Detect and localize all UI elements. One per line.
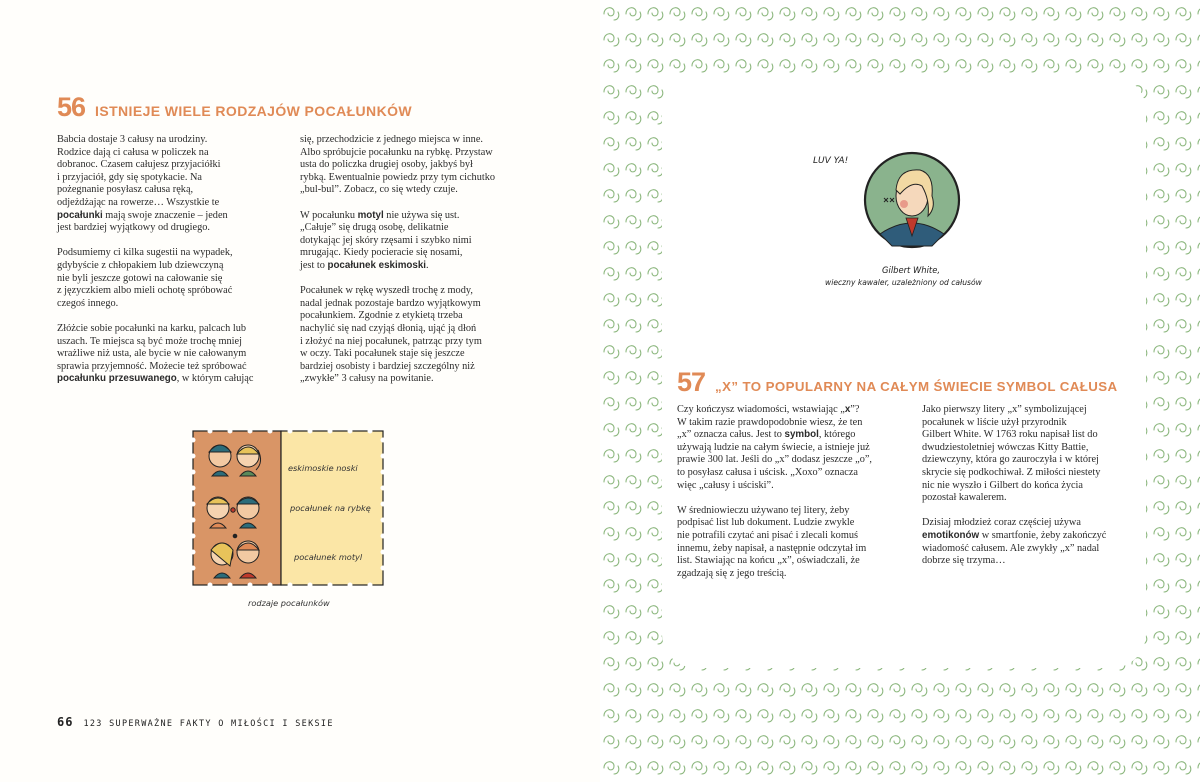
line: używają ludzie na całym świecie, a istnieje już — [677, 441, 870, 453]
section-number: 57 — [677, 367, 706, 397]
line: czegoś innego. — [57, 297, 119, 309]
line: w smartfonie, żeby zakończyć — [979, 529, 1107, 541]
line: jest to — [300, 259, 328, 271]
paragraph — [300, 134, 540, 197]
speech-text: LUV YA! — [813, 156, 849, 166]
line: „x” oznacza całus. Jest to — [677, 429, 785, 441]
line: „zwykłe” 3 całusy na powitanie. — [300, 373, 434, 385]
line: podpisać list lub dokument. Ludzie zwykle — [677, 517, 855, 529]
paragraph — [300, 285, 540, 386]
bold-term: pocałunki — [57, 209, 103, 221]
line: innemu, żeby napisał, a następnie odczytał im — [677, 542, 867, 554]
bold-term: pocałunku przesuwanego — [57, 373, 177, 385]
line: uszach. Te miejsca są być może trochę mniej — [57, 335, 242, 347]
line: , w którym całując — [176, 373, 254, 385]
line: pocałunek w liście użył przyrodnik — [922, 416, 1067, 428]
line: usta do policzka drugiej osoby, jakbyś był — [300, 159, 473, 171]
line: ”? — [850, 404, 860, 415]
line: i przyjaciół, gdy się spotykacie. Na — [57, 171, 202, 183]
paragraph — [677, 505, 912, 581]
section-57-heading — [677, 367, 1118, 398]
line: pocałunkiem. Zgodnie z etykietą trzeba — [300, 310, 463, 322]
paragraph — [922, 517, 1140, 567]
paragraph — [677, 404, 912, 492]
line: nie potrafili czytać ani pisać i zlecali komuś — [677, 529, 858, 541]
left-column-1 — [57, 134, 282, 398]
label-eskimo: eskimoskie noski — [288, 463, 358, 473]
line: to posyłasz całusa i uścisk. „Xoxo” oznacza — [677, 466, 858, 478]
line: Podsumiemy ci kilka sugestii na wypadek, — [57, 247, 233, 259]
kiss-types-illustration — [190, 428, 386, 588]
portrait-name: Gilbert White, — [882, 265, 941, 275]
line: Złóżcie sobie pocałunki na karku, palcach lub — [57, 322, 246, 334]
line: sprawia przyjemność. Możecie też spróbować — [57, 360, 247, 372]
line: pożegnanie posyłasz całusa ręką, — [57, 184, 194, 196]
line: i złożyć na niej pocałunek, patrząc przy tym — [300, 335, 482, 347]
line: nie używa się ust. — [383, 209, 460, 221]
portrait-description: wieczny kawaler, uzależniony od całusów — [825, 278, 982, 287]
left-column-2 — [300, 134, 540, 398]
line: skrycie się podkochiwał. Z miłości niestety — [922, 466, 1101, 478]
label-fish: pocałunek na rybkę — [290, 503, 371, 513]
line: mrugając. Kiedy pocieracie się nosami, — [300, 247, 463, 259]
line: odjeżdżając na rowerze… Wszystkie te — [57, 196, 220, 208]
line: „Całuje” się drugą osobę, delikatnie — [300, 222, 449, 234]
line: Rodzice dają ci całusa w policzek na — [57, 146, 209, 158]
gilbert-white-portrait — [862, 150, 962, 250]
paragraph — [57, 247, 282, 310]
line: Jako pierwszy litery „x” symbolizującej — [922, 404, 1087, 415]
bold-term: symbol — [784, 429, 819, 441]
line: się, przechodzicie z jednego miejsca w inne. — [300, 134, 483, 145]
section-number: 56 — [57, 92, 86, 122]
section-title: ISTNIEJE WIELE RODZAJÓW POCAŁUNKÓW — [95, 103, 412, 119]
line: dziewczyny, która go zauroczyła i w której — [922, 454, 1099, 466]
line: . — [426, 259, 429, 271]
label-butterfly: pocałunek motyl — [294, 552, 363, 562]
line: w oczy. Taki pocałunek staje się jeszcze — [300, 348, 465, 360]
right-column-2 — [922, 404, 1140, 580]
line: W średniowieczu używano tej litery, żeby — [677, 504, 850, 516]
line: „bul-bul”. Zobacz, co się wtedy czuje. — [300, 184, 458, 196]
line: dobrze się trzyma… — [922, 555, 1006, 567]
line: dobranoc. Czasem całujesz przyjaciółki — [57, 159, 221, 171]
line: , którego — [818, 429, 856, 441]
line: bardziej osobisty i bardziej szczególny niż — [300, 360, 475, 372]
book-title: 123 SUPERWAŻNE FAKTY O MIŁOŚCI I SEKSIE — [83, 719, 334, 729]
line: nie byli jeszcze gotowi na całowanie się — [57, 272, 223, 284]
line: nic nie wyszło i Gilbert do końca życia — [922, 479, 1083, 491]
line: W pocałunku — [300, 209, 358, 221]
section-title: „X” TO POPULARNY NA CAŁYM ŚWIECIE SYMBOL CAŁUSA — [715, 379, 1118, 394]
line: jest bardziej wyjątkowy od drugiego. — [57, 222, 210, 234]
line: wrażliwe niż usta, ale bycie w nie całowanym — [57, 348, 247, 360]
paragraph — [922, 404, 1140, 505]
bold-term: pocałunek eskimoski — [327, 259, 427, 271]
section-56-heading — [57, 92, 412, 123]
illustration-caption: rodzaje pocałunków — [248, 598, 330, 608]
line: Czy kończysz wiadomości, wstawiając „ — [677, 404, 845, 415]
paragraph — [300, 210, 540, 273]
paragraph — [57, 323, 282, 386]
page-footer — [57, 715, 334, 729]
right-page — [600, 0, 1200, 782]
line: dotykając jej skóry rzęsami i szybko nimi — [300, 234, 472, 246]
line: gdybyście z chłopakiem lub dziewczyną — [57, 259, 224, 271]
line: W takim razie prawdopodobnie wiesz, że ten — [677, 416, 863, 428]
line: zgadzają się z jego treścią. — [677, 567, 787, 579]
line: nadal jednak pozostaje bardzo wyjątkowym — [300, 297, 481, 309]
line: Dzisiaj młodzież coraz częściej używa — [922, 517, 1081, 529]
line: mają swoje znaczenie – jeden — [102, 209, 228, 221]
bold-term: emotikonów — [922, 529, 980, 541]
line: nachylić się nad czyjąś dłonią, ująć ją dłoń — [300, 322, 477, 334]
line: rybką. Ewentualnie powiedz przy tym cichutko — [300, 171, 496, 183]
line: więc „całusy i uściski”. — [677, 479, 774, 491]
line: list. Stawiając na końcu „x”, oświadczali, że — [677, 555, 860, 567]
line: Pocałunek w rękę wyszedł trochę z mody, — [300, 285, 473, 297]
right-column-1 — [677, 404, 912, 593]
line: wiadomość całusem. Ale zwykły „x” nadal — [922, 542, 1100, 554]
page-number: 66 — [57, 715, 74, 729]
line: prawie 300 lat. Jeśli do „x” dodasz jeszcze „o”, — [677, 454, 872, 466]
line: dwudziestoletniej wówczas Kitty Battie, — [922, 441, 1089, 453]
bold-term: motyl — [357, 209, 384, 221]
line: Babcia dostaje 3 całusy na urodziny. — [57, 134, 208, 145]
line: Gilbert White. W 1763 roku napisał list do — [922, 429, 1098, 441]
bold-term: x — [844, 404, 851, 415]
line: z języczkiem albo mieli ochotę spróbować — [57, 285, 233, 297]
line: Albo spróbujcie pocałunku na rybkę. Przystaw — [300, 146, 493, 158]
paragraph — [57, 134, 282, 235]
line: pozostał kawalerem. — [922, 492, 1007, 504]
